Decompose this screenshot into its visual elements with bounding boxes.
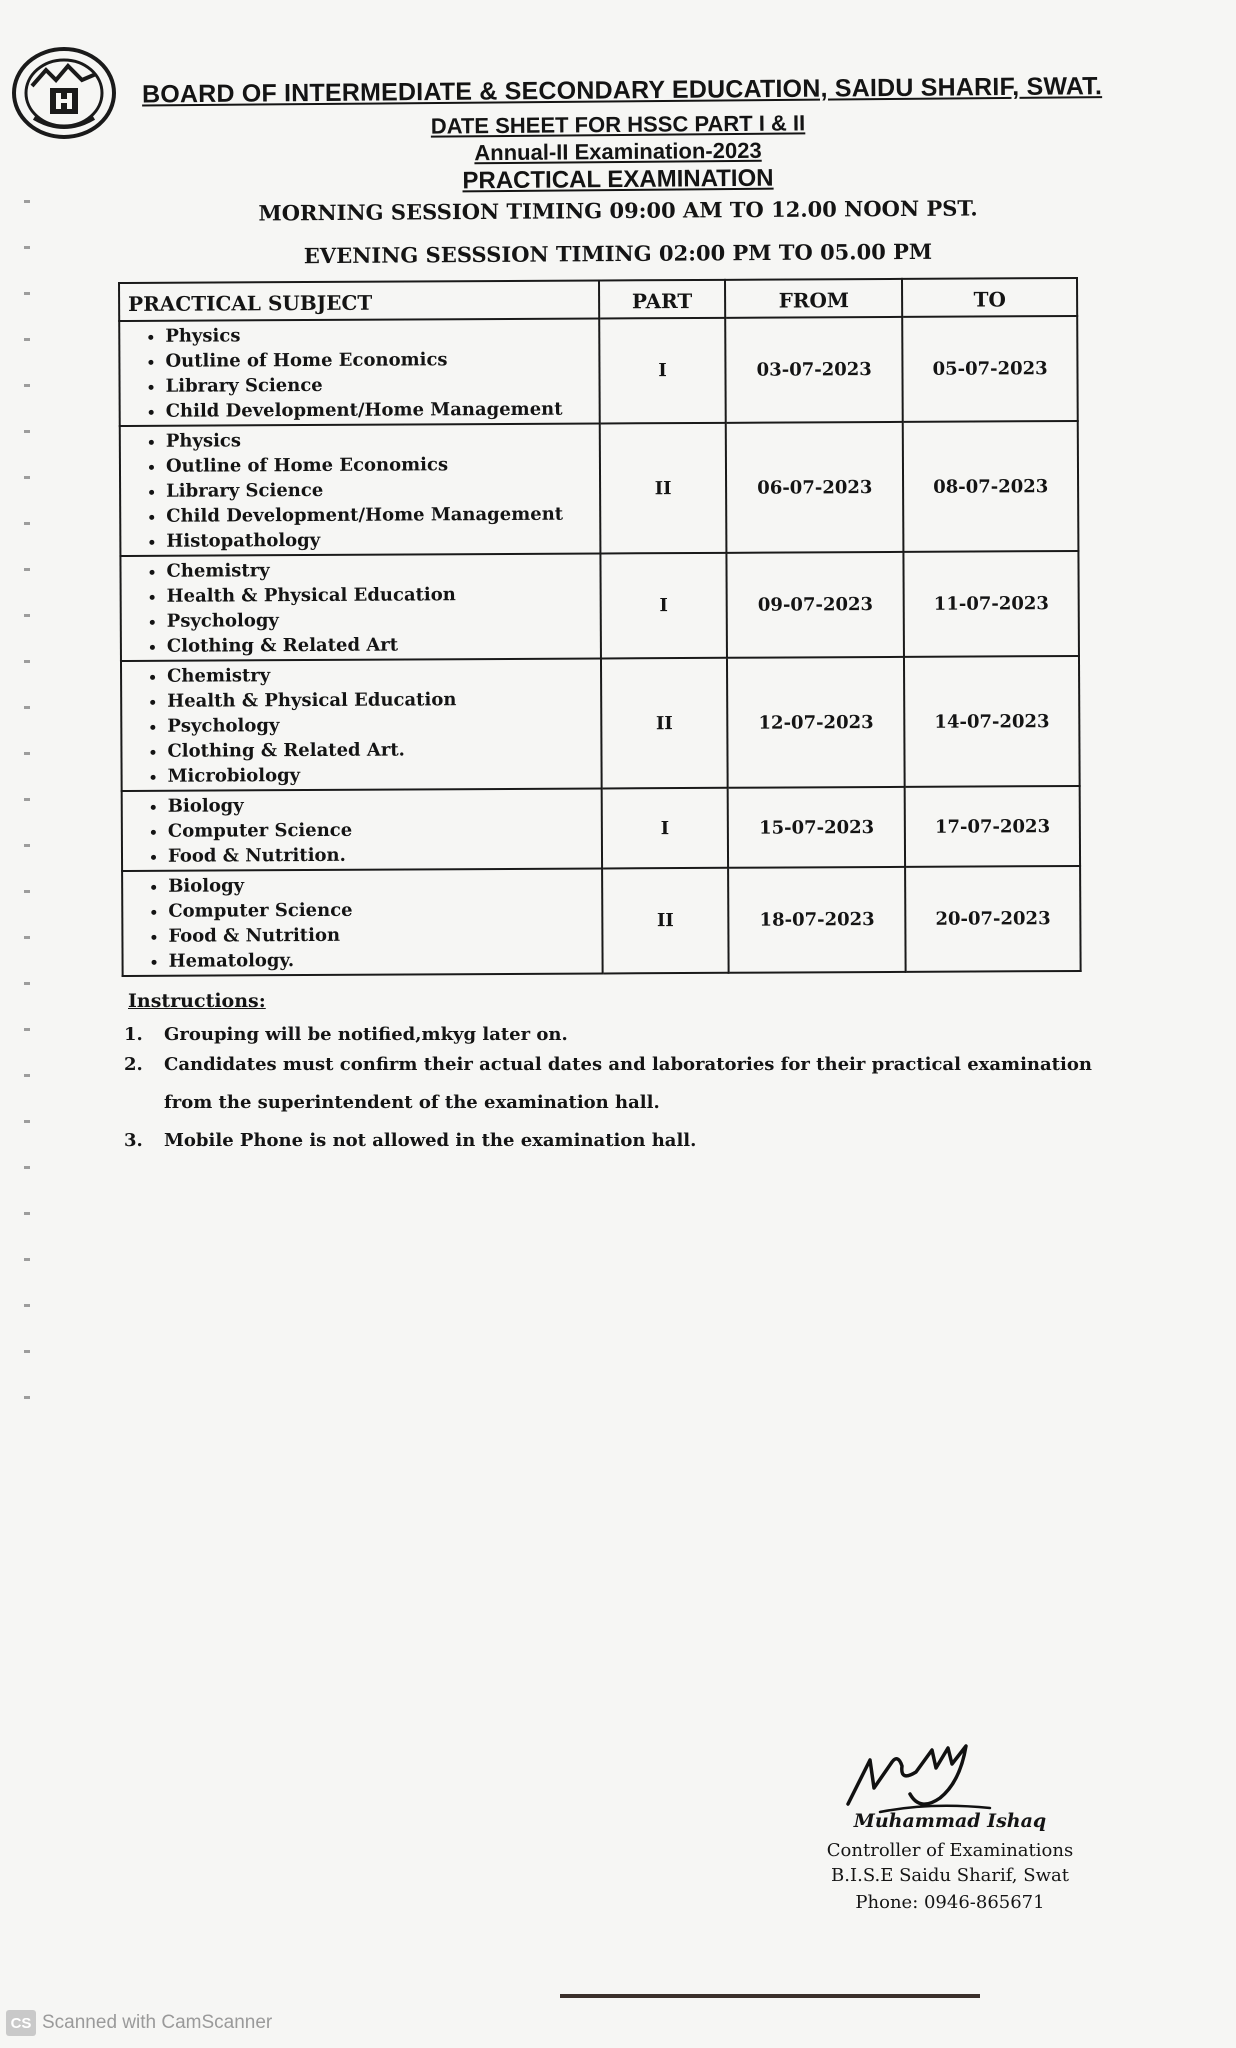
subject-item: • Library Science xyxy=(166,476,598,503)
subject-item: • Child Development/Home Management xyxy=(166,396,598,423)
subjects-cell xyxy=(120,423,601,556)
part-cell: II xyxy=(602,868,729,974)
instruction-item xyxy=(124,1046,1124,1122)
signatory-title: Controller of Examinations xyxy=(826,1840,1074,1861)
practical-exam-title: PRACTICAL EXAMINATION xyxy=(462,164,774,195)
subject-item: • Microbiology xyxy=(168,761,600,788)
subject-item: • Computer Science xyxy=(168,816,600,843)
camscanner-logo-icon: CS xyxy=(6,2010,36,2036)
instruction-number: 3. xyxy=(124,1130,143,1151)
signatory-phone: Phone: 0946-865671 xyxy=(855,1892,1045,1913)
part-cell: I xyxy=(600,553,727,659)
subject-item: • Food & Nutrition xyxy=(168,921,600,948)
table-row xyxy=(120,551,1079,661)
subjects-cell xyxy=(122,868,602,976)
table-row xyxy=(121,656,1080,791)
subject-item: • Child Development/Home Management xyxy=(166,501,598,528)
subjects-cell xyxy=(120,553,600,661)
camscanner-watermark xyxy=(6,2010,272,2036)
morning-session-timing: MORNING SESSION TIMING 09:00 AM TO 12.00 NOON PST. xyxy=(258,195,978,226)
subject-item: • Chemistry xyxy=(167,661,599,688)
subject-item: • Clothing & Related Art xyxy=(167,631,599,658)
schedule-table xyxy=(118,277,1082,977)
table-row xyxy=(122,786,1080,871)
instruction-text: Mobile Phone is not allowed in the examination hall. xyxy=(164,1130,697,1151)
header-practical-subject: PRACTICAL SUBJECT xyxy=(119,280,599,321)
table-row xyxy=(119,316,1078,426)
subject-item: • Psychology xyxy=(167,711,599,738)
header-to: TO xyxy=(902,278,1077,317)
subject-item: • Health & Physical Education xyxy=(167,686,599,713)
to-date-cell: 17-07-2023 xyxy=(905,786,1080,867)
watermark-text: Scanned with CamScanner xyxy=(42,2012,273,2033)
to-date-cell: 11-07-2023 xyxy=(904,551,1079,657)
to-date-cell: 05-07-2023 xyxy=(903,316,1078,422)
subject-item: • Physics xyxy=(165,321,597,348)
to-date-cell: 14-07-2023 xyxy=(904,656,1079,787)
signatory-name: Muhammad Ishaq xyxy=(853,1810,1047,1832)
schedule-body xyxy=(119,316,1080,976)
from-date-cell: 15-07-2023 xyxy=(728,787,906,868)
instruction-text: Candidates must confirm their actual dates and laboratories for their practical examination from the superintendent of the examination hall. xyxy=(164,1054,1092,1113)
instruction-item xyxy=(124,1122,1124,1160)
subject-item: • Histopathology xyxy=(166,526,598,553)
scan-margin-marks xyxy=(24,200,30,1400)
part-cell: I xyxy=(599,318,726,424)
instruction-number: 2. xyxy=(124,1054,143,1075)
instruction-text: Grouping will be notified,mkyg later on. xyxy=(164,1024,568,1045)
subjects-cell xyxy=(122,788,602,871)
part-cell: II xyxy=(600,423,727,554)
scan-bottom-edge xyxy=(560,1994,980,1998)
board-title: BOARD OF INTERMEDIATE & SECONDARY EDUCATION, SAIDU SHARIF, SWAT. xyxy=(141,72,1103,109)
part-cell: I xyxy=(602,788,729,869)
subject-item: • Health & Physical Education xyxy=(167,581,599,608)
subjects-cell xyxy=(121,658,602,791)
subject-item: • Chemistry xyxy=(166,556,598,583)
from-date-cell: 03-07-2023 xyxy=(725,317,903,423)
table-row xyxy=(120,421,1079,556)
subjects-cell xyxy=(119,318,599,426)
subject-item: • Biology xyxy=(168,791,600,818)
from-date-cell: 09-07-2023 xyxy=(727,552,905,658)
subject-item: • Hematology. xyxy=(168,946,600,973)
annual-exam-title: Annual-II Examination-2023 xyxy=(474,137,762,166)
subject-item: • Outline of Home Economics xyxy=(166,451,598,478)
instructions-title: Instructions: xyxy=(128,990,266,1012)
subject-item: • Biology xyxy=(168,871,600,898)
table-row xyxy=(122,866,1081,976)
subject-item: • Food & Nutrition. xyxy=(168,841,600,868)
part-cell: II xyxy=(601,658,728,789)
header-from: FROM xyxy=(725,279,902,318)
header-part: PART xyxy=(599,280,725,319)
from-date-cell: 18-07-2023 xyxy=(728,867,906,973)
subject-item: • Physics xyxy=(166,426,598,453)
subject-item: • Outline of Home Economics xyxy=(165,346,597,373)
subject-item: • Clothing & Related Art. xyxy=(167,736,599,763)
evening-session-timing: EVENING SESSSION TIMING 02:00 PM TO 05.00 PM xyxy=(303,238,933,269)
signatory-organization: B.I.S.E Saidu Sharif, Swat xyxy=(831,1865,1069,1886)
subject-item: • Library Science xyxy=(165,371,597,398)
to-date-cell: 08-07-2023 xyxy=(903,421,1078,552)
table-header-row xyxy=(119,278,1077,321)
subject-item: • Computer Science xyxy=(168,896,600,923)
from-date-cell: 06-07-2023 xyxy=(726,422,904,553)
from-date-cell: 12-07-2023 xyxy=(727,657,905,788)
date-sheet-title: DATE SHEET FOR HSSC PART I & II xyxy=(430,110,806,139)
subject-item: • Psychology xyxy=(167,606,599,633)
instruction-number: 1. xyxy=(124,1024,143,1045)
to-date-cell: 20-07-2023 xyxy=(905,866,1080,972)
